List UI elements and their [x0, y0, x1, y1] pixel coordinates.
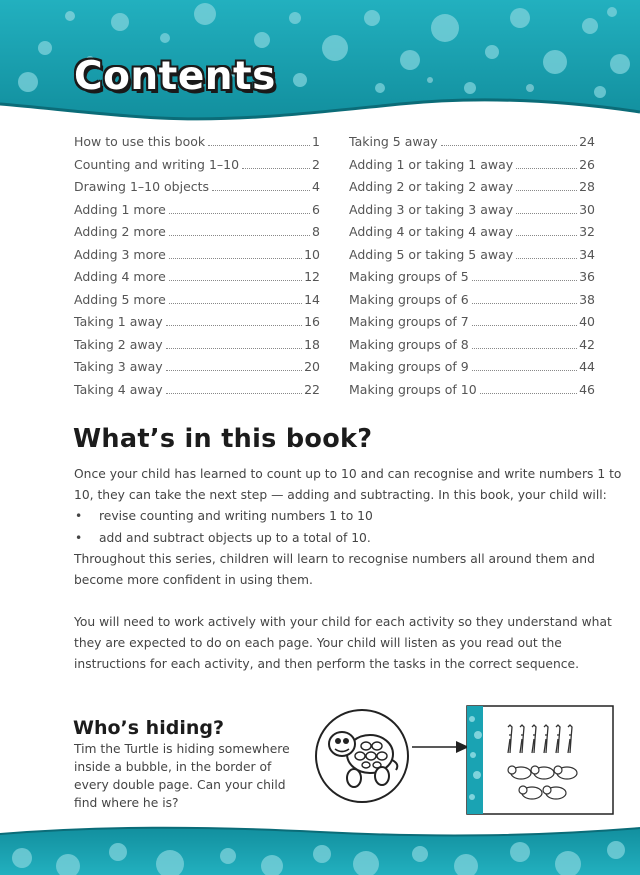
toc-page: 24	[579, 134, 595, 149]
toc-page: 4	[312, 179, 320, 194]
toc-page: 12	[304, 269, 320, 284]
dot-leader	[169, 213, 310, 214]
toc-right-column	[349, 134, 595, 404]
toc-page: 1	[312, 134, 320, 149]
bubble-footer-graphic	[0, 820, 640, 875]
toc-entry[interactable]	[349, 314, 595, 337]
toc-entry[interactable]	[74, 337, 320, 360]
dot-leader	[516, 168, 577, 169]
dot-leader	[516, 235, 577, 236]
hiding-heading: Who’s hiding?	[73, 717, 224, 739]
toc-entry[interactable]	[74, 269, 320, 292]
hiding-paragraph: Tim the Turtle is hiding somewhere inside a bubble, in the border of every double page. Can your child find where he is?	[74, 742, 290, 810]
toc-label: Adding 4 more	[74, 269, 166, 284]
toc-entry[interactable]	[349, 382, 595, 405]
toc-label: Making groups of 9	[349, 359, 469, 374]
toc-entry[interactable]	[349, 179, 595, 202]
dot-leader	[166, 370, 302, 371]
dot-leader	[169, 280, 302, 281]
activity-paragraph: You will need to work actively with your child for each activity so they understand what they are expected to do on each page. Your child will listen as you read out the instructions for each activity, and then perform the tasks in the correct sequence.	[74, 615, 612, 671]
dot-leader	[516, 190, 577, 191]
toc-label: Adding 2 or taking 2 away	[349, 179, 514, 194]
dot-leader	[212, 190, 310, 191]
toc-label: Taking 3 away	[74, 359, 163, 374]
toc-entry[interactable]	[349, 247, 595, 270]
toc-entry[interactable]	[74, 292, 320, 315]
turtle-icon	[314, 708, 410, 804]
dot-leader	[480, 393, 577, 394]
dot-leader	[472, 303, 577, 304]
toc-entry[interactable]	[74, 359, 320, 382]
toc-label: Adding 5 more	[74, 291, 166, 307]
mini-page-illustration	[466, 705, 614, 815]
toc-entry[interactable]	[74, 247, 320, 270]
toc-label: Adding 3 more	[74, 246, 166, 262]
toc-entry[interactable]	[74, 157, 320, 180]
toc-page: 10	[304, 246, 320, 262]
toc-page: 2	[312, 156, 320, 172]
toc-label: Adding 1 or taking 1 away	[349, 156, 514, 172]
whats-in-heading: What’s in this book?	[73, 424, 373, 454]
toc-label: Making groups of 8	[349, 336, 469, 352]
toc-label: Adding 5 or taking 5 away	[349, 246, 514, 262]
toc-entry[interactable]	[349, 134, 595, 157]
dot-leader	[472, 370, 577, 371]
toc-entry[interactable]	[349, 202, 595, 225]
toc-page: 32	[579, 224, 595, 239]
toc-label: Taking 1 away	[74, 314, 163, 329]
toc-entry[interactable]	[349, 157, 595, 180]
toc-page: 36	[579, 269, 595, 284]
toc-label: Counting and writing 1–10	[74, 156, 240, 172]
toc-page: 38	[579, 291, 595, 307]
toc-label: Making groups of 10	[349, 381, 477, 397]
toc-page: 20	[304, 359, 320, 374]
dot-leader	[472, 348, 577, 349]
toc-page: 14	[304, 291, 320, 307]
toc-label: Making groups of 6	[349, 291, 469, 307]
toc-label: Making groups of 7	[349, 314, 469, 329]
dot-leader	[472, 325, 577, 326]
toc-label: Adding 2 more	[74, 224, 166, 239]
toc-label: How to use this book	[74, 134, 206, 149]
dot-leader	[166, 393, 302, 394]
toc-entry[interactable]	[349, 337, 595, 360]
dot-leader	[242, 168, 310, 169]
toc-label: Taking 5 away	[349, 134, 438, 149]
toc-page: 18	[304, 336, 320, 352]
toc-entry[interactable]	[74, 134, 320, 157]
toc-label: Making groups of 5	[349, 269, 469, 284]
toc-page: 28	[579, 179, 595, 194]
toc-entry[interactable]	[349, 292, 595, 315]
toc-label: Taking 4 away	[74, 381, 163, 397]
toc-page: 34	[579, 246, 595, 262]
toc-page: 30	[579, 201, 595, 217]
header-banner	[0, 0, 640, 128]
toc-left-column	[74, 134, 320, 404]
dot-leader	[169, 258, 302, 259]
bullet-item: • revise counting and writing numbers 1 to 10	[74, 506, 373, 528]
toc-page: 22	[304, 381, 320, 397]
toc-label: Adding 3 or taking 3 away	[349, 201, 514, 217]
toc-entry[interactable]	[349, 224, 595, 247]
toc-label: Adding 1 more	[74, 201, 166, 217]
toc-entry[interactable]	[74, 202, 320, 225]
dot-leader	[169, 235, 310, 236]
bullet-item: • add and subtract objects up to a total of 10.	[74, 528, 373, 550]
bullet-list	[74, 506, 373, 549]
toc-entry[interactable]	[349, 269, 595, 292]
arrow-icon	[412, 740, 470, 754]
dot-leader	[472, 280, 577, 281]
toc-page: 44	[579, 359, 595, 374]
toc-label: Adding 4 or taking 4 away	[349, 224, 514, 239]
toc-label: Taking 2 away	[74, 336, 163, 352]
dot-leader	[208, 145, 310, 146]
footer-banner	[0, 820, 640, 875]
dot-leader	[516, 213, 577, 214]
dot-leader	[169, 303, 302, 304]
toc-entry[interactable]	[74, 224, 320, 247]
toc-page: 40	[579, 314, 595, 329]
dot-leader	[441, 145, 577, 146]
dot-leader	[166, 325, 302, 326]
toc-page: 16	[304, 314, 320, 329]
toc-page: 46	[579, 381, 595, 397]
series-paragraph: Throughout this series, children will learn to recognise numbers all around them and become more confident in using them.	[74, 552, 595, 587]
toc-entry[interactable]	[74, 314, 320, 337]
dot-leader	[166, 348, 302, 349]
toc-page: 8	[312, 224, 320, 239]
toc-label: Drawing 1–10 objects	[74, 179, 210, 194]
page-title: Contents	[74, 54, 276, 99]
toc-page: 42	[579, 336, 595, 352]
toc-page: 6	[312, 201, 320, 217]
intro-paragraph: Once your child has learned to count up to 10 and can recognise and write numbers 1 to 10, they can take the next step — adding and subtracting. In this book, your child will:	[74, 467, 622, 502]
toc-page: 26	[579, 156, 595, 172]
toc-entry[interactable]	[74, 179, 320, 202]
toc-entry[interactable]	[74, 382, 320, 405]
dot-leader	[516, 258, 577, 259]
toc-entry[interactable]	[349, 359, 595, 382]
